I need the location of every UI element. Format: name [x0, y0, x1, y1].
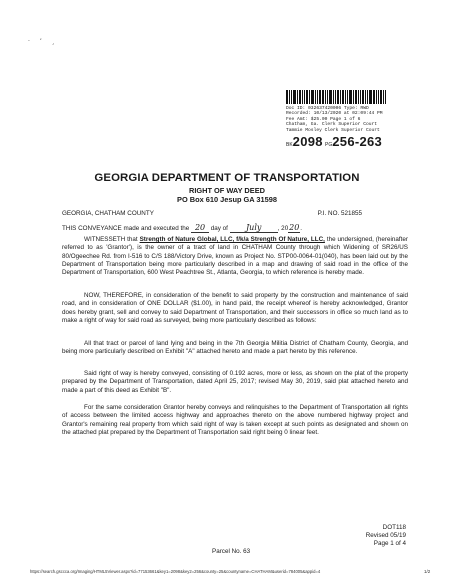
- conveyance-mid1: day of: [209, 225, 230, 232]
- p2-text: NOW, THEREFORE, in consideration of the benefit to said property by the construction and maintenance of said road, and in consideration of ONE DOLLAR ($1.00), in hand paid, the receipt whereof is hereby acknowledged, Grantor does hereby grant, sell and convey to said Department of Transportation, and their successors in office so much land as to make a right of way for said road as surveyed, being more particularly described as follows:: [62, 292, 408, 324]
- paragraph-witnesseth: [62, 236, 408, 277]
- p3-text: All that tract or parcel of land lying and being in the 7th Georgia Militia District of Chatham County, Georgia, and being more particularly described on Exhibit "A" attached hereto and made a part hereto by this reference.: [62, 340, 408, 356]
- barcode-icon: [286, 90, 412, 104]
- barcode-bar: [337, 90, 339, 104]
- barcode-bar: [327, 90, 328, 104]
- document-subtitle: RIGHT OF WAY DEED: [189, 186, 265, 195]
- barcode-bar: [378, 90, 379, 104]
- barcode-bar: [365, 90, 366, 104]
- recording-line: Chatham, Ga. Clerk Superior Court: [286, 122, 377, 128]
- form-page: Page 1 of 4: [373, 540, 406, 547]
- barcode-bar: [360, 90, 361, 104]
- form-info: [366, 524, 406, 548]
- barcode-bar: [306, 90, 308, 104]
- conveyance-pre: THIS CONVEYANCE made and executed the: [62, 225, 192, 232]
- document-address: PO Box 610 Jesup GA 31598: [177, 195, 277, 204]
- barcode-bar: [385, 90, 386, 104]
- form-number: DOT118: [382, 524, 406, 531]
- paragraph-now-therefore: [62, 292, 408, 325]
- recording-line: Fee Amt: $25.00 Page 1 of 6: [286, 116, 361, 122]
- barcode-bar: [353, 90, 354, 104]
- handwritten-year: 20: [289, 223, 300, 232]
- barcode-bar: [329, 90, 332, 104]
- pi-number: P.I. NO. 521855: [317, 210, 362, 217]
- handwritten-day: 20: [191, 223, 209, 233]
- pg-value: 256-263: [332, 134, 383, 150]
- p1-post: the undersigned, (hereinafter referred to as 'Grantor'), is the owner of a tract of land in CHATHAM County through which Widening of SR26/US 80/Ogeechee Rd. from I-516 to C/S 188/Victory Drive, known as Project No. STP00-0064-01(040), has been laid out by the Department of Transportation being more particularly described in a map and drawing of said road in the office of the Department of Transportation, 600 West Peachtree St., Atlanta, Georgia, to which reference is hereby made.: [62, 236, 408, 277]
- barcode-bar: [325, 90, 326, 104]
- barcode-bar: [302, 90, 303, 104]
- paragraph-tract: [62, 340, 408, 357]
- county-name: GEORGIA, CHATHAM COUNTY: [62, 210, 154, 217]
- grantor-name: Strength of Nature Global, LLC, f/k/a Strength Of Nature, LLC,: [139, 236, 325, 243]
- handwritten-month: July: [230, 223, 278, 233]
- barcode-bar: [293, 90, 296, 104]
- barcode-bar: [289, 90, 290, 104]
- p5-text: For the same consideration Grantor hereby conveys and relinquishes to the Department of Transportation all rights of access between the limited access highway and approaches thereto on the above numbered highway project and Grantor's remaining real property from which said right of way is taken except at such points as designated and shown on the attached plat prepared by the Department of Transportation said right being 0 linear feet.: [62, 404, 408, 436]
- recording-line: Tammie Mosley Clerk Superior Court: [286, 127, 380, 133]
- bk-label: BK: [286, 142, 293, 149]
- barcode-bar: [291, 90, 292, 104]
- scan-marks: · ’ ¸: [28, 38, 59, 45]
- barcode-bar: [333, 90, 334, 104]
- barcode-bar: [362, 90, 364, 104]
- conveyance-mid2: , 20: [277, 225, 289, 232]
- barcode-bar: [299, 90, 301, 104]
- barcode-bar: [319, 90, 321, 104]
- barcode-bar: [347, 90, 348, 104]
- print-page-number: 1/2: [424, 569, 431, 574]
- book-page-number: [286, 134, 416, 149]
- recording-line: Doc ID: 032637420006 Type: RWD: [286, 106, 369, 111]
- barcode-bar: [317, 90, 318, 104]
- barcode-bar: [335, 90, 336, 104]
- barcode-bar: [322, 90, 324, 104]
- barcode-bar: [380, 90, 382, 104]
- barcode-bar: [304, 90, 305, 104]
- print-url: https://search.gsccca.org/Imaging/HTML5Viewer.aspx?id=77153661&key1=2098&key2=256&county=25&countyname=CHATHAM&userid=784005&appid=4: [30, 569, 321, 574]
- barcode-bar: [297, 90, 298, 104]
- bk-value: 2098: [292, 134, 323, 150]
- barcode-bar: [355, 90, 357, 104]
- barcode-bar: [315, 90, 316, 104]
- recording-stamp: [286, 90, 416, 149]
- barcode-bar: [383, 90, 384, 104]
- barcode-bar: [376, 90, 377, 104]
- barcode-bar: [369, 90, 372, 104]
- paragraph-right-of-way: [62, 370, 408, 395]
- barcode-bar: [342, 90, 344, 104]
- pg-label: PG: [325, 142, 333, 149]
- barcode-bar: [286, 90, 288, 104]
- barcode-bar: [309, 90, 310, 104]
- barcode-bar: [340, 90, 341, 104]
- document-title: GEORGIA DEPARTMENT OF TRANSPORTATION: [94, 172, 360, 184]
- conveyance-line: [62, 223, 302, 233]
- paragraph-access: [62, 404, 408, 437]
- form-revised: Revised 05/19: [365, 532, 406, 539]
- county-line: [62, 210, 362, 217]
- p4-text: Said right of way is hereby conveyed, consisting of 0.192 acres, more or less, as shown on the plat of the property prepared by the Department of Transportation, dated April 25, 2017; revised May 30, 2019, said plat attached hereto and made a part of this deed as Exhibit "B".: [62, 370, 408, 394]
- barcode-bar: [358, 90, 359, 104]
- barcode-bar: [311, 90, 314, 104]
- recording-line: Recorded: 10/13/2020 at 02:09:44 PM: [286, 111, 383, 117]
- conveyance-post: .: [300, 225, 302, 232]
- barcode-bar: [373, 90, 375, 104]
- barcode-bar: [345, 90, 346, 104]
- barcode-bar: [367, 90, 368, 104]
- barcode-bar: [349, 90, 352, 104]
- p1-pre: WITNESSETH that: [84, 236, 140, 243]
- parcel-number: Parcel No. 63: [212, 548, 251, 555]
